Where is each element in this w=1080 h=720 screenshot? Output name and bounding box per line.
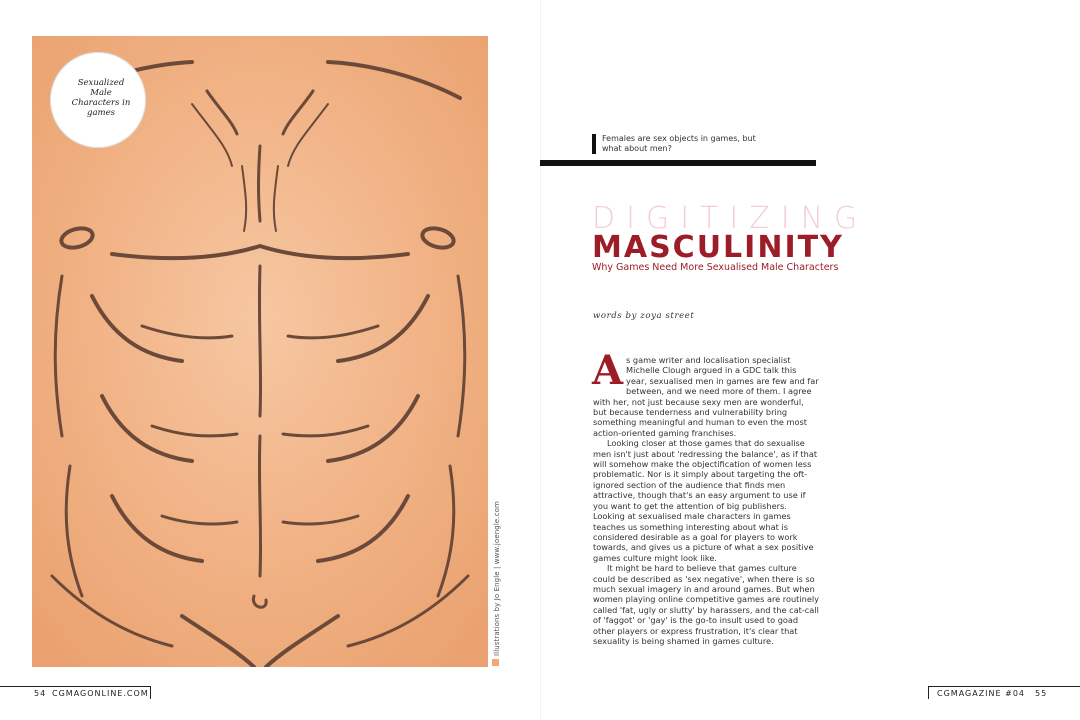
illustration-credit	[491, 498, 501, 666]
credit-square-icon	[492, 659, 499, 666]
kicker-rule	[540, 160, 816, 166]
footer-magazine: CGMAGAZINE #04	[937, 689, 1025, 698]
paragraph-1-text: s game writer and localisation specialist Michelle Clough argued in a GDC talk this year, sexualised men in games are few and far between, and we need more of them. I agree with her, not just because sexy men are wonderful, but because tenderness and vulnerability bring something meaningful and human to even the most action-oriented gaming franchises.	[593, 355, 819, 438]
title-line-2: MASCULINITY	[592, 230, 844, 265]
footer-site[interactable]: CGMAGONLINE.COM	[52, 689, 149, 698]
drop-cap: A	[592, 347, 624, 394]
section-badge	[50, 52, 146, 148]
title-line-1: DIGITIZING	[592, 201, 869, 236]
article-body	[592, 347, 820, 646]
article-subtitle: Why Games Need More Sexualised Male Characters	[592, 262, 839, 273]
page-number-right: 55	[1035, 689, 1048, 698]
section-badge-text: Sexualized Male Characters in games	[71, 78, 131, 118]
footer-left	[0, 686, 151, 699]
page-number-left: 54	[34, 689, 47, 698]
byline: words by zoya street	[593, 311, 695, 321]
paragraph-1	[592, 347, 819, 438]
spread-gutter	[540, 0, 541, 720]
kicker: Females are sex objects in games, but what about men?	[592, 134, 762, 154]
footer-right	[928, 686, 1080, 699]
paragraph-3: It might be hard to believe that games culture could be described as 'sex negative', when there is so much sexual imagery in and around games. But when women playing online competitive games are routinely called 'fat, ugly or slutty' by harassers, and the cat-call of 'faggot' or 'gay' is the go-to insult used to goad other players or express frustration, it's clear that sexuality is being shamed in games culture.	[593, 563, 820, 646]
torso-illustration	[32, 36, 488, 667]
illustration-credit-text: Illustrations by Jo Engle | www.joengle.com	[493, 501, 501, 656]
paragraph-2: Looking closer at those games that do sexualise men isn't just about 'redressing the balance', as if that will somehow make the objectification of women less problematic. Nor is it simply about targeting the oft-ignored section of the audience that finds men attractive, though that's an easy argument to use if you want to get the attention of big publishers. Looking at sexualised male characters in games teaches us something interesting about what is considered desirable as a goal for players to work towards, and gives us a picture of what a sex positive games culture might look like.	[593, 438, 818, 563]
